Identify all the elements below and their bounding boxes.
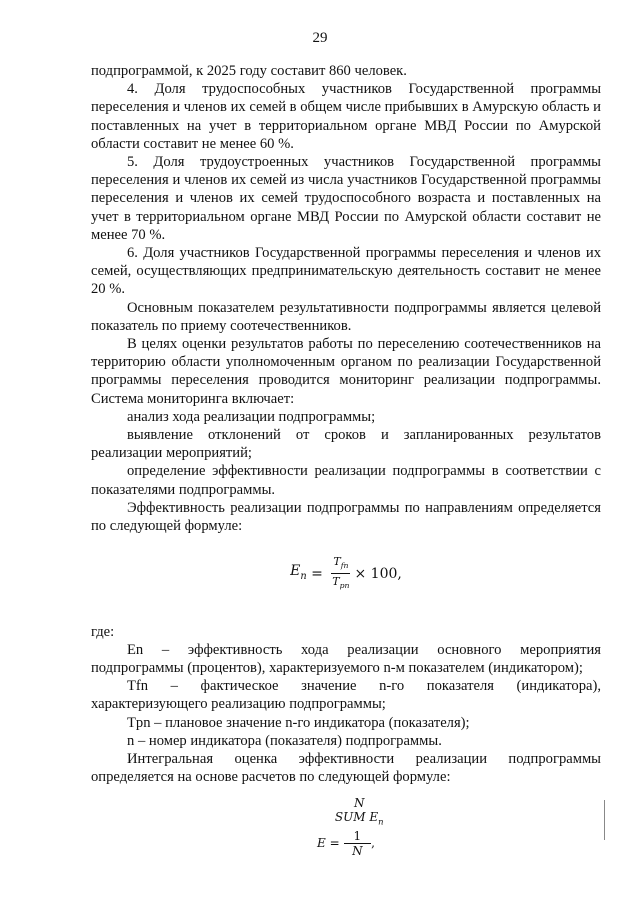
page-number: 29 [312,30,328,46]
definition: En – эффективность хода реализации основного мероприятия подпрограммы (процентов), характеризуемого n-м показателем (индикатором); [91,641,601,677]
paragraph: подпрограммой, к 2025 году составит 860 человек. [91,63,407,79]
formula-multiplier: × 100, [354,565,402,582]
paragraph: где: [91,623,115,640]
sum-term: SUM $E_n$ [334,810,384,827]
paragraph: Основным показателем результативности подпрограммы является целевой показатель по приему соотечественников. [91,299,601,334]
paragraph: Интегральная оценка эффективности реализации подпрограммы определяется на основе расчетов по следующей формуле: [91,751,601,786]
formula-numerator: 1 [344,829,372,844]
formula-fraction: $\frac{T_{fn}}{T_{pn}}$ [332,555,350,591]
integral-formula: N SUM $E_n$ E = $\frac{1}{N}$ , [317,796,384,858]
paragraph: В целях оценки результатов работы по переселению соотечественников на территорию области уполномоченным органом по реализации Государственной программы переселения проводится мониторинг реализации подпрограммы. Система мониторинга включает: [91,336,601,407]
paragraph: 4. Доля трудоспособных участников Государственной программы переселения и членов их семей в общем числе прибывших в Амурскую область и поставленных на учет в территориальном органе МВД России по Амурской области составит не менее 60 %. [91,81,601,152]
formula-lhs: E = [317,836,340,851]
efficiency-formula [91,555,601,592]
paragraph: 5. Доля трудоустроенных участников Государственной программы переселения и членов их семей из числа участников Государственной программы переселения и членов их семей трудоспособного возраста и поставленных на учет в территориальном органе МВД России по Амурской области составит не менее 70 %. [91,154,601,243]
paragraph: Эффективность реализации подпрограммы по направлениям определяется по следующей формуле: [91,499,601,535]
document-body [91,62,601,858]
list-item: анализ хода реализации подпрограммы; [127,408,376,425]
list-item: определение эффективности реализации подпрограммы в соответствии с показателями подпрограммы. [91,463,601,498]
definition: Tpn – плановое значение n-го индикатора (показателя); [127,714,470,731]
formula-denominator: N [352,843,363,858]
scan-edge-mark [604,800,605,840]
definition: Tfn – фактическое значение n-го показателя (индикатора), характеризующего реализацию подпрограммы; [91,678,601,713]
paragraph: 6. Доля участников Государственной программы переселения и членов их семей, осуществляющих предпринимательскую деятельность составит не менее 20 %. [91,245,601,298]
formula-lhs: $E_n$ [290,562,307,582]
definition: n – номер индикатора (показателя) подпрограммы. [127,732,442,749]
formula-equals: = [306,565,328,582]
sum-upper-limit: N [353,796,365,811]
list-item: выявление отклонений от сроков и запланированных результатов реализации мероприятий; [91,427,601,462]
